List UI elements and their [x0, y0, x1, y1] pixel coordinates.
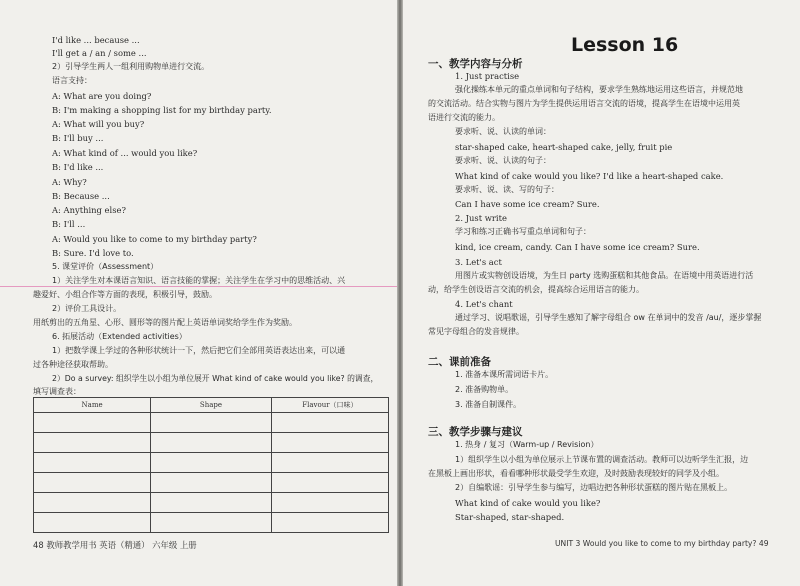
table-cell	[34, 513, 151, 533]
text-line: 1）组织学生以小组为单位展示上节课布置的调查活动。教师可以边听学生汇报，边	[455, 455, 749, 464]
table-cell	[151, 413, 272, 433]
table-cell	[151, 453, 272, 473]
text-line: 用图片或实物创设语境，为生日 party 选购蛋糕和其他食品。在语境中用英语进行活	[455, 271, 754, 280]
list-item: 3. 准备自制课件。	[455, 400, 522, 409]
table-cell	[151, 493, 272, 513]
table-cell	[271, 473, 388, 493]
text-line: 要求听、说、认读的句子：	[455, 156, 551, 165]
text-line: 4. Let's chant	[455, 299, 513, 309]
table-cell	[34, 433, 151, 453]
survey-table	[33, 397, 389, 533]
text-line: I'd like ... because ...	[52, 35, 140, 45]
dialogue-line: A: Why?	[52, 177, 87, 187]
text-line: 学习和练习正确书写重点单词和句子：	[455, 227, 591, 236]
text-line: 常见字母组合的发音规律。	[428, 327, 524, 336]
dialogue-line: A: What kind of ... would you like?	[52, 148, 198, 158]
dialogue-line: B: I'll ...	[52, 219, 86, 229]
text-line: 2）引导学生两人一组利用购物单进行交流。	[52, 62, 210, 71]
table-row	[34, 413, 389, 433]
text-line: 趣爱好、小组合作等方面的表现，积极引导，鼓励。	[33, 290, 217, 299]
text-line: 要求听、说、读、写的句子：	[455, 185, 559, 194]
section-title: 三、教学步骤与建议	[428, 426, 523, 438]
table-row	[34, 513, 389, 533]
lesson-title: Lesson 16	[571, 34, 679, 56]
text-line: 3. Let's act	[455, 257, 502, 267]
table-header-row	[34, 398, 389, 413]
column-header: Name	[34, 398, 151, 413]
section-heading: 5. 课堂评价（Assessment）	[52, 262, 159, 271]
right-page	[403, 0, 800, 586]
section-heading: 6. 拓展活动（Extended activities）	[52, 332, 187, 341]
section-title: 一、教学内容与分析	[428, 58, 523, 70]
right-page-footer: UNIT 3 Would you like to come to my birthday party? 49	[555, 539, 769, 548]
text-line: 的交流活动。结合实物与图片为学生提供运用语言交流的语境，提高学生在语境中运用英	[428, 99, 740, 108]
text-line: 语进行交流的能力。	[428, 113, 500, 122]
table-cell	[34, 453, 151, 473]
table-cell	[271, 433, 388, 453]
text-line: Star-shaped, star-shaped.	[455, 512, 565, 522]
text-line: What kind of cake would you like? I'd like a heart-shaped cake.	[455, 171, 724, 181]
dialogue-line: B: I'll buy ...	[52, 133, 104, 143]
table-cell	[34, 473, 151, 493]
pink-rule	[0, 286, 397, 287]
text-line: 强化操练本单元的重点单词和句子结构，要求学生熟练地运用这些语言，并规范地	[455, 85, 743, 94]
list-item: 2. 准备购物单。	[455, 385, 514, 394]
dialogue-line: B: Because ...	[52, 191, 110, 201]
table-cell	[271, 513, 388, 533]
text-line: 要求听、说、认读的单词：	[455, 127, 551, 136]
column-header: Flavour（口味）	[271, 398, 388, 413]
table-cell	[271, 453, 388, 473]
table-cell	[34, 413, 151, 433]
dialogue-line: A: Would you like to come to my birthday party?	[52, 234, 257, 244]
dialogue-line: B: Sure. I'd love to.	[52, 248, 134, 258]
text-line: 1. 热身 / 复习（Warm-up / Revision）	[455, 440, 599, 449]
table-cell	[271, 413, 388, 433]
text-line: 语言支持：	[52, 76, 92, 85]
text-line: 在黑板上画出形状，看看哪种形状最受学生欢迎，及时鼓励表现较好的同学及小组。	[428, 469, 724, 478]
text-line: 2）评价工具设计。	[52, 304, 122, 313]
text-line: 动，给学生创设语言交流的机会，提高综合运用语言的能力。	[428, 285, 644, 294]
left-page-footer: 48 教师教学用书 英语（精通） 六年级 上册	[33, 540, 197, 550]
table-cell	[151, 433, 272, 453]
text-line: What kind of cake would you like?	[455, 498, 601, 508]
dialogue-line: A: What are you doing?	[52, 91, 152, 101]
table-cell	[271, 493, 388, 513]
text-line: 2）Do a survey: 组织学生以小组为单位展开 What kind of cake would you like? 的调查，	[52, 374, 379, 383]
text-line: I'll get a / an / some ...	[52, 48, 147, 58]
dialogue-line: A: What will you buy?	[52, 119, 145, 129]
dialogue-line: B: I'm making a shopping list for my birthday party.	[52, 105, 272, 115]
table-row	[34, 453, 389, 473]
dialogue-line: A: Anything else?	[52, 205, 126, 215]
column-header: Shape	[151, 398, 272, 413]
table-cell	[151, 513, 272, 533]
table-row	[34, 493, 389, 513]
table-cell	[34, 493, 151, 513]
text-line: 用纸剪出的五角星、心形、圆形等的图片配上英语单词奖给学生作为奖励。	[33, 318, 297, 327]
text-line: 1）把数学课上学过的各种形状统计一下，然后把它们全部用英语表达出来，可以通	[52, 346, 346, 355]
table-row	[34, 433, 389, 453]
text-line: 1）关注学生对本课语言知识、语言技能的掌握；关注学生在学习中的思维活动、兴	[52, 276, 346, 285]
table-row	[34, 473, 389, 493]
left-page	[0, 0, 397, 586]
table-cell	[151, 473, 272, 493]
text-line: 通过学习、说唱歌谣，引导学生感知了解字母组合 ow 在单词中的发音 /au/，逐步掌握	[455, 313, 762, 322]
section-title: 二、课前准备	[428, 356, 491, 368]
text-line: Can I have some ice cream? Sure.	[455, 199, 600, 209]
dialogue-line: B: I'd like ...	[52, 162, 104, 172]
text-line: 2）自编歌谣：引导学生参与编写，边唱边把各种形状蛋糕的图片贴在黑板上。	[455, 483, 733, 492]
text-line: 1. Just practise	[455, 71, 520, 81]
text-line: 填写调查表：	[33, 387, 81, 396]
text-line: star-shaped cake, heart-shaped cake, jelly, fruit pie	[455, 142, 673, 152]
list-item: 1. 准备本课所需词语卡片。	[455, 370, 554, 379]
text-line: 2. Just write	[455, 213, 507, 223]
text-line: kind, ice cream, candy. Can I have some ice cream? Sure.	[455, 242, 700, 252]
text-line: 过各种途径获取帮助。	[33, 360, 113, 369]
